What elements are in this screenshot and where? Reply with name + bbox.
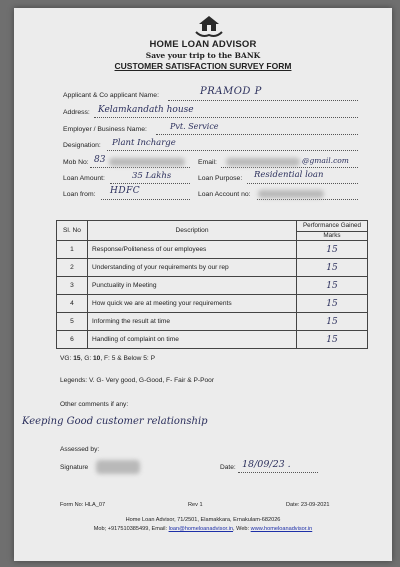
footer-email-link[interactable]: loan@homeloanadvisor.in [168,526,234,532]
row-marks: 15 [297,295,368,313]
applicant-label: Applicant & Co applicant Name: [63,92,159,99]
date-value: 18/09/23 . [242,459,291,470]
mob-value: 83 [94,155,106,165]
house-hands-icon [194,14,224,40]
footer-date: Date: 23-09-2021 [286,502,330,508]
signature-redaction [96,460,140,474]
survey-form-sheet [14,8,392,561]
row-marks: 15 [297,241,368,259]
assessed-label: Assessed by: [60,446,100,453]
scale-g: , G: [80,355,94,362]
loan-purpose-value: Residential loan [254,170,324,180]
tagline: Save your trip to the BANK [145,51,261,60]
comments-label: Other comments if any: [60,401,129,408]
designation-line [107,150,358,151]
form-title: CUSTOMER SATISFACTION SURVEY FORM [114,61,292,71]
employer-label: Employer / Business Name: [63,126,147,133]
row-sl: 2 [57,259,88,277]
row-marks: 15 [297,313,368,331]
footer-rev: Rev 1 [188,502,203,508]
mob-line [90,167,190,168]
row-description: Punctuality in Meeting [88,277,297,295]
address-line [94,117,358,118]
row-description: Response/Politeness of our employees [88,241,297,259]
table-header-row [57,221,368,241]
header-description: Description [88,221,297,241]
designation-label: Designation: [63,142,101,149]
row-description: Understanding of your requirements by our rep [88,259,297,277]
grading-scale [60,355,155,362]
loan-account-redaction [258,190,324,198]
survey-table [56,220,368,349]
scale-rest: , F: 5 & Below 5: P [100,355,155,362]
scale-g-value: 10 [93,355,101,362]
row-sl: 1 [57,241,88,259]
footer-contact [14,526,392,532]
loan-account-label: Loan Account no: [198,191,251,198]
footer-form-no: Form No: HLA_07 [60,502,106,508]
mob-redaction [109,158,185,166]
brand-name: HOME LOAN ADVISOR [149,39,257,50]
loan-from-line [101,199,190,200]
legend-text: Legends: V. G- Very good, G-Good, F- Fair & P-Poor [60,377,215,384]
row-description: Handling of complaint on time [88,331,297,349]
employer-value: Pvt. Service [170,122,219,131]
loan-purpose-label: Loan Purpose: [198,175,243,182]
loan-amount-value: 35 Lakhs [132,171,172,181]
row-marks: 15 [297,277,368,295]
table-row [57,331,368,349]
row-description: Informing the result at time [88,313,297,331]
email-redaction [226,158,300,166]
date-line [238,472,318,473]
table-row [57,277,368,295]
loan-account-line [257,199,358,200]
address-label: Address: [63,109,90,116]
email-value: @gmail.com [302,156,349,165]
header-sl: Sl. No [57,221,88,241]
row-marks: 15 [297,259,368,277]
footer-mob: Mob; +917510385499, Email: [93,526,169,532]
row-description: How quick we are at meeting your requirements [88,295,297,313]
loan-from-label: Loan from: [63,191,96,198]
comments-value: Keeping Good customer relationship [22,416,208,427]
loan-amount-label: Loan Amount: [63,175,105,182]
table-row [57,241,368,259]
table-row [57,259,368,277]
applicant-line [168,100,358,101]
email-line [221,167,358,168]
header-performance-label: Performance Gained [302,222,362,230]
address-value: Kelamkandath house [98,105,194,115]
loan-purpose-line [247,183,358,184]
footer-web-label: , Web: [233,526,251,532]
employer-line [156,134,358,135]
row-marks: 15 [297,331,368,349]
footer-address: Home Loan Advisor, 71/2501, Elamakkara, Ernakulam-682026 [125,517,281,523]
header-performance [297,221,368,241]
table-row [57,313,368,331]
loan-from-value: HDFC [110,186,141,196]
signature-label: Signature [60,464,89,471]
row-sl: 4 [57,295,88,313]
scale-vg-value: 15 [73,355,81,362]
designation-value: Plant Incharge [112,138,176,148]
date-label: Date: [220,464,236,471]
footer-web-link[interactable]: www.homeloanadvisor.in [250,526,313,532]
email-label: Email: [198,159,217,166]
table-row [57,295,368,313]
row-sl: 6 [57,331,88,349]
row-sl: 5 [57,313,88,331]
row-sl: 3 [57,277,88,295]
header-marks: Marks [297,231,367,239]
loan-amount-line [110,183,190,184]
applicant-name: PRAMOD P [200,86,262,97]
scale-vg: VG: [60,355,74,362]
mob-label: Mob No: [63,159,89,166]
